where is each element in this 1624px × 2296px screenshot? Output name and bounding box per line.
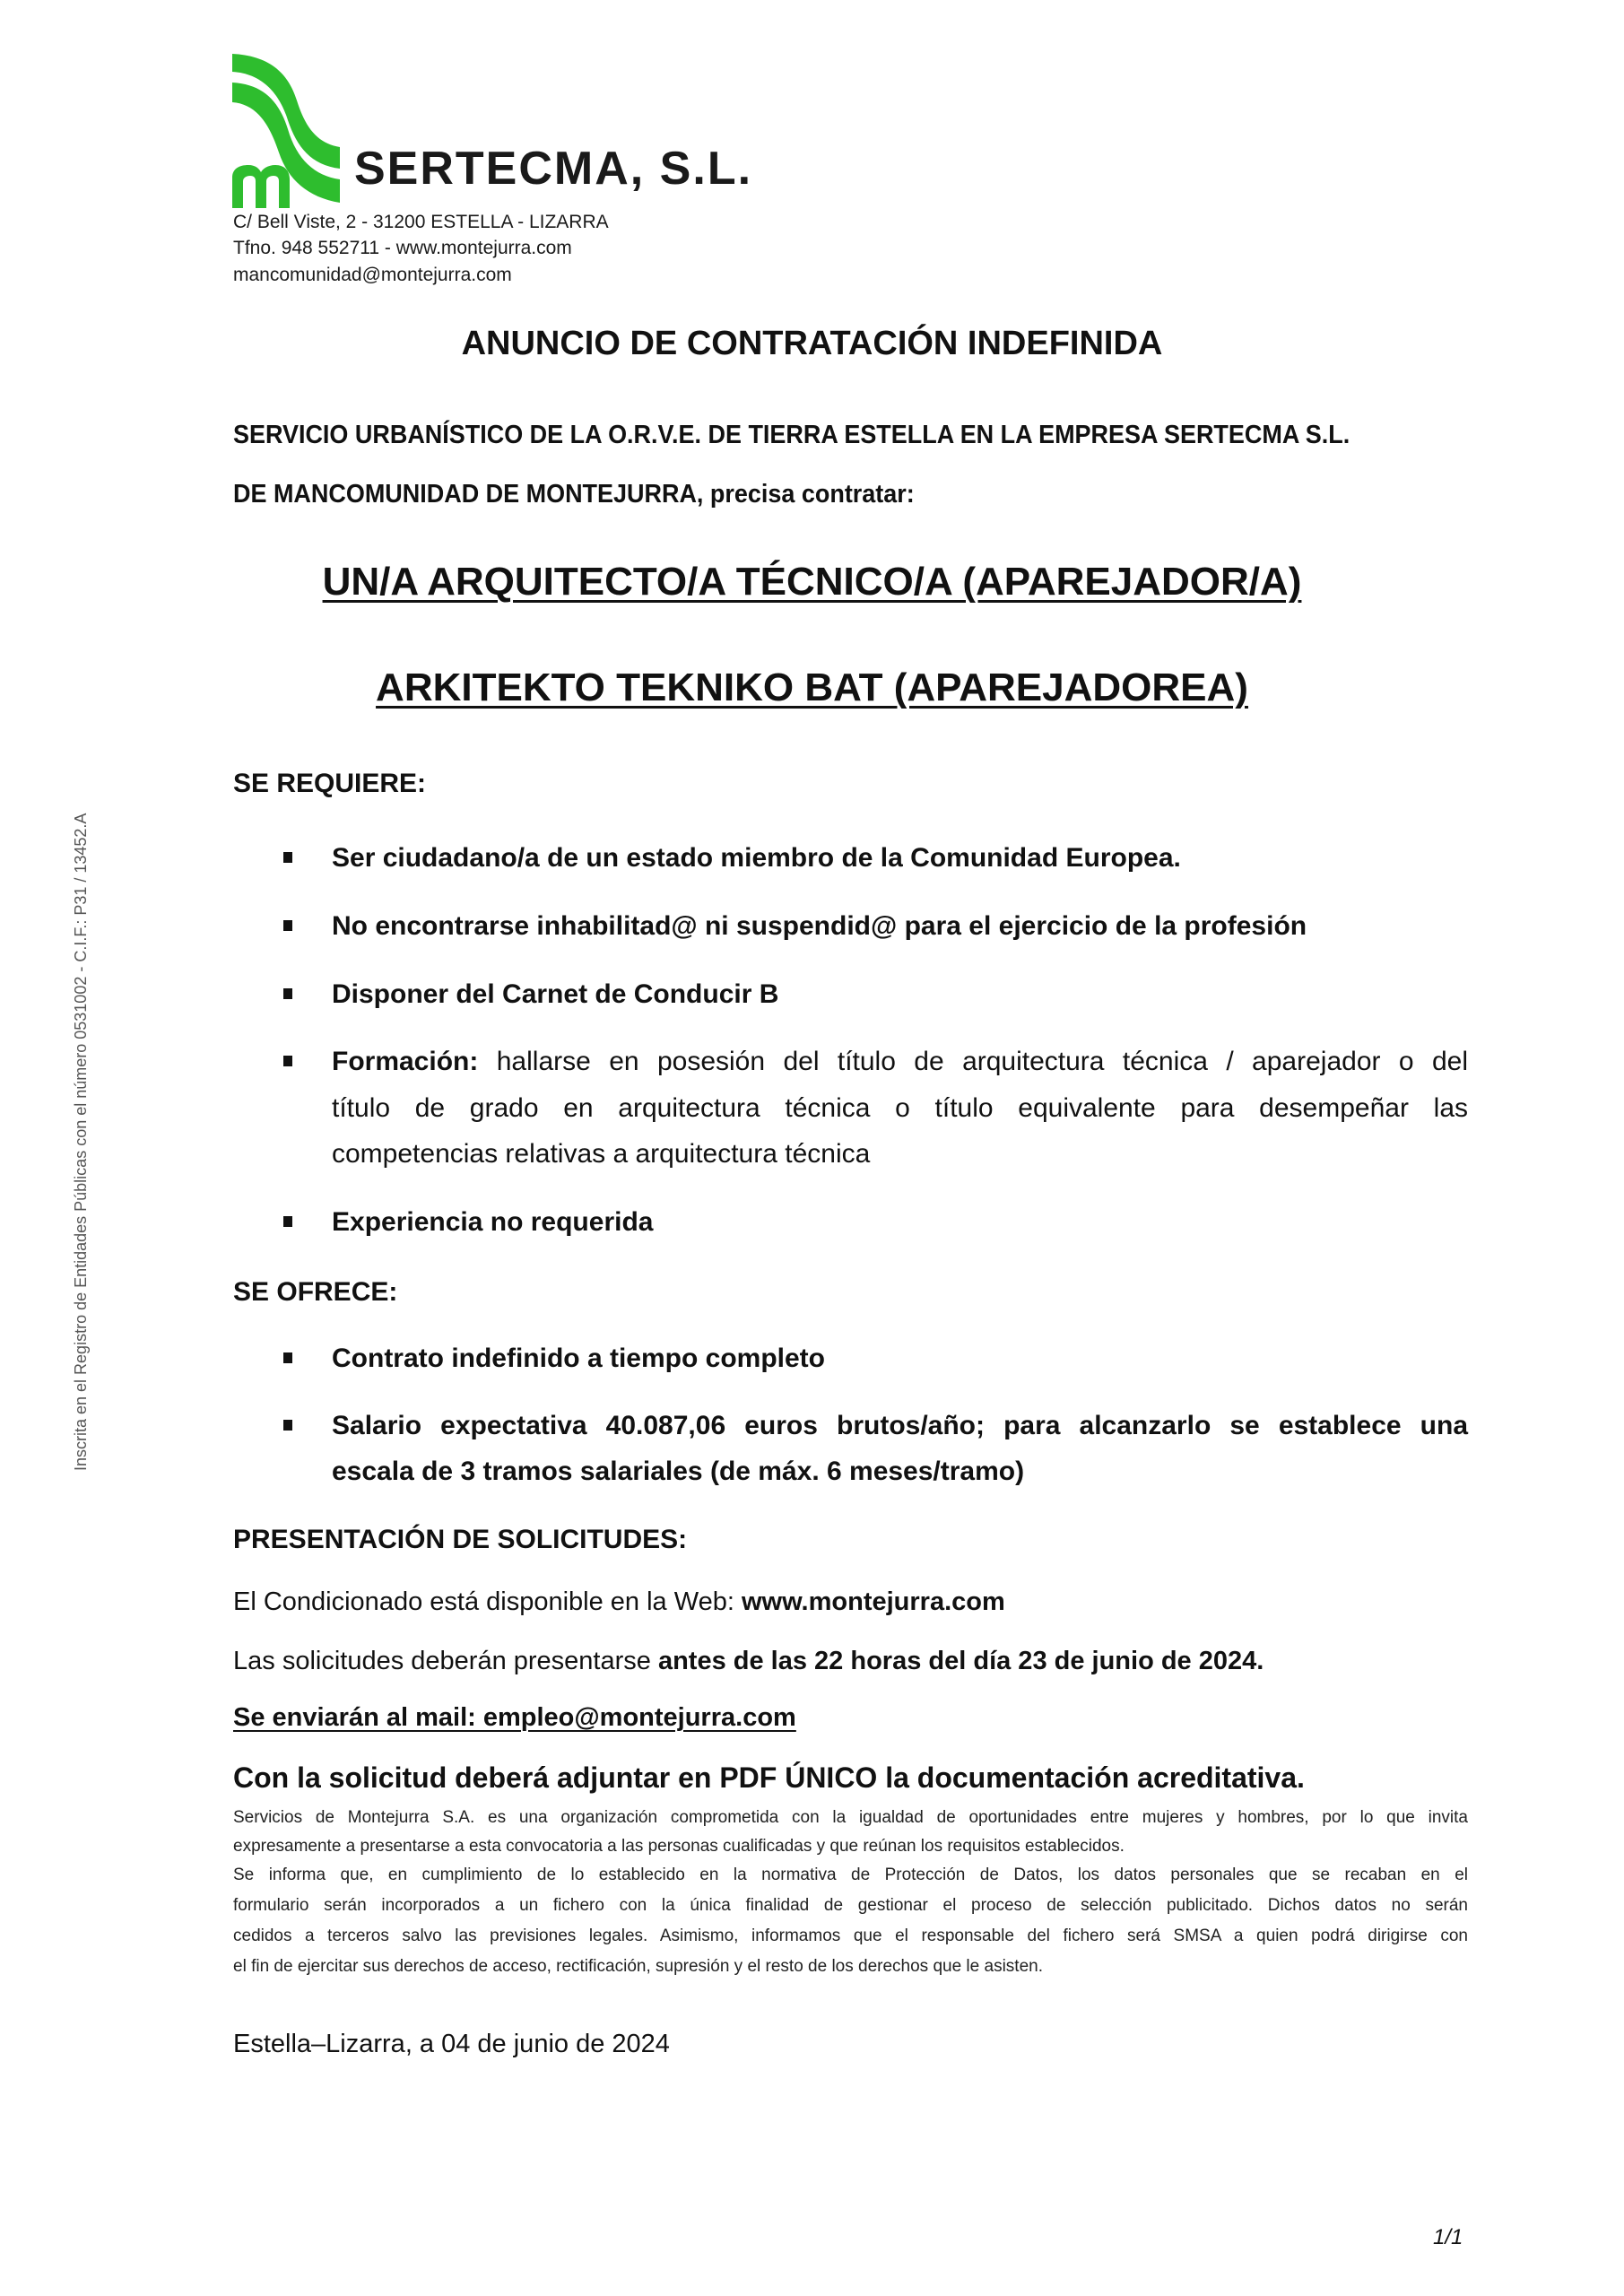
email-instruction-link[interactable]: Se enviarán al mail: empleo@montejurra.com bbox=[233, 1703, 796, 1732]
intro-line-1 bbox=[233, 421, 1434, 450]
bullet-icon bbox=[283, 852, 292, 863]
formation-label: Formación: bbox=[332, 1047, 479, 1076]
offer-heading: SE OFRECE: bbox=[233, 1277, 398, 1307]
deadline-text: Las solicitudes deberán presentarse bbox=[233, 1647, 658, 1675]
company-logo-icon bbox=[232, 54, 340, 208]
fine-print-line: cedidos a terceros salvo las previsiones legales. Asimismo, informamos que el responsable del fichero será SMSA a quien podrá dirigirse con bbox=[233, 1926, 1468, 1945]
phone-web-line: Tfno. 948 552711 - www.montejurra.com bbox=[233, 238, 572, 258]
job-title-basque: ARKITEKTO TEKNIKO BAT (APAREJADOREA) bbox=[376, 665, 1248, 709]
intro-org: DE MANCOMUNIDAD DE MONTEJURRA, bbox=[233, 480, 704, 509]
formation-line-1 bbox=[332, 1047, 1468, 1077]
web-line bbox=[233, 1587, 1005, 1617]
bullet-icon bbox=[283, 1352, 292, 1363]
fine-print-line: expresamente a presentarse a esta convocatoria a las personas cualificadas y que reúnan los requisitos establecidos. bbox=[233, 1837, 1125, 1856]
requirement-item: Experiencia no requerida bbox=[332, 1207, 654, 1237]
formation-line-2: título de grado en arquitectura técnica o título equivalente para desempeñar las bbox=[332, 1093, 1468, 1123]
email-line: mancomunidad@montejurra.com bbox=[233, 265, 512, 285]
fine-print-line: Se informa que, en cumplimiento de lo establecido en la normativa de Protección de Datos, los datos personales que se recaban en el bbox=[233, 1866, 1468, 1884]
fine-print-line: formulario serán incorporados a un fichero con la única finalidad de gestionar el proceso de selección publicitado. Dichos datos no serán bbox=[233, 1896, 1468, 1915]
bullet-icon bbox=[283, 1216, 292, 1227]
formation-line-3: competencias relativas a arquitectura técnica bbox=[332, 1139, 871, 1169]
job-title-spanish: UN/A ARQUITECTO/A TÉCNICO/A (APAREJADOR/A) bbox=[322, 560, 1302, 604]
page-number: 1/1 bbox=[1433, 2225, 1463, 2249]
bullet-icon bbox=[283, 1056, 292, 1066]
salary-line-1: Salario expectativa 40.087,06 euros brutos/año; para alcanzarlo se establece una bbox=[332, 1411, 1468, 1440]
company-name: SERTECMA, S.L. bbox=[354, 143, 753, 195]
registry-side-note: Inscrita en el Registro de Entidades Públicas con el número 0531002 - C.I.F.: P31 / 13452.A bbox=[72, 813, 90, 1471]
deadline-date: antes de las 22 horas del día 23 de junio de 2024. bbox=[657, 1647, 1264, 1675]
web-text: El Condicionado está disponible en la Web: bbox=[233, 1587, 742, 1616]
salary-line-2: escala de 3 tramos salariales (de máx. 6 meses/tramo) bbox=[332, 1457, 1025, 1486]
requirement-item: No encontrarse inhabilitad@ ni suspendid@ para el ejercicio de la profesión bbox=[332, 911, 1307, 941]
deadline-line bbox=[233, 1647, 1264, 1676]
bullet-icon bbox=[283, 920, 292, 931]
intro-line-2 bbox=[233, 480, 966, 509]
offer-item: Contrato indefinido a tiempo completo bbox=[332, 1344, 825, 1373]
intro-rest: precisa contratar: bbox=[703, 480, 915, 509]
applications-heading: PRESENTACIÓN DE SOLICITUDES: bbox=[233, 1525, 688, 1554]
address-line: C/ Bell Viste, 2 - 31200 ESTELLA - LIZARRA bbox=[233, 212, 609, 232]
bullet-icon bbox=[283, 1420, 292, 1431]
date-line: Estella–Lizarra, a 04 de junio de 2024 bbox=[233, 2030, 670, 2058]
intro-line-1-text: SERVICIO URBANÍSTICO DE LA O.R.V.E. DE TIERRA ESTELLA EN LA EMPRESA SERTECMA S.L. bbox=[233, 421, 1350, 449]
requirements-heading: SE REQUIERE: bbox=[233, 769, 427, 798]
document-title: ANUNCIO DE CONTRATACIÓN INDEFINIDA bbox=[461, 325, 1163, 362]
bullet-icon bbox=[283, 988, 292, 999]
intro-line-2-text bbox=[233, 480, 915, 509]
pdf-note: Con la solicitud deberá adjuntar en PDF ÚNICO la documentación acreditativa. bbox=[233, 1761, 1305, 1794]
fine-print-line: Servicios de Montejurra S.A. es una organización comprometida con la igualdad de oportunidades entre mujeres y hombres, por lo que invita bbox=[233, 1808, 1468, 1827]
requirement-item: Disponer del Carnet de Conducir B bbox=[332, 979, 779, 1009]
formation-text-1: hallarse en posesión del título de arquitectura técnica / aparejador o del bbox=[478, 1047, 1468, 1076]
web-link[interactable]: www.montejurra.com bbox=[741, 1587, 1005, 1616]
fine-print-line: el fin de ejercitar sus derechos de acceso, rectificación, supresión y el resto de los derechos que le asisten. bbox=[233, 1957, 1043, 1976]
requirement-item: Ser ciudadano/a de un estado miembro de la Comunidad Europea. bbox=[332, 843, 1181, 873]
